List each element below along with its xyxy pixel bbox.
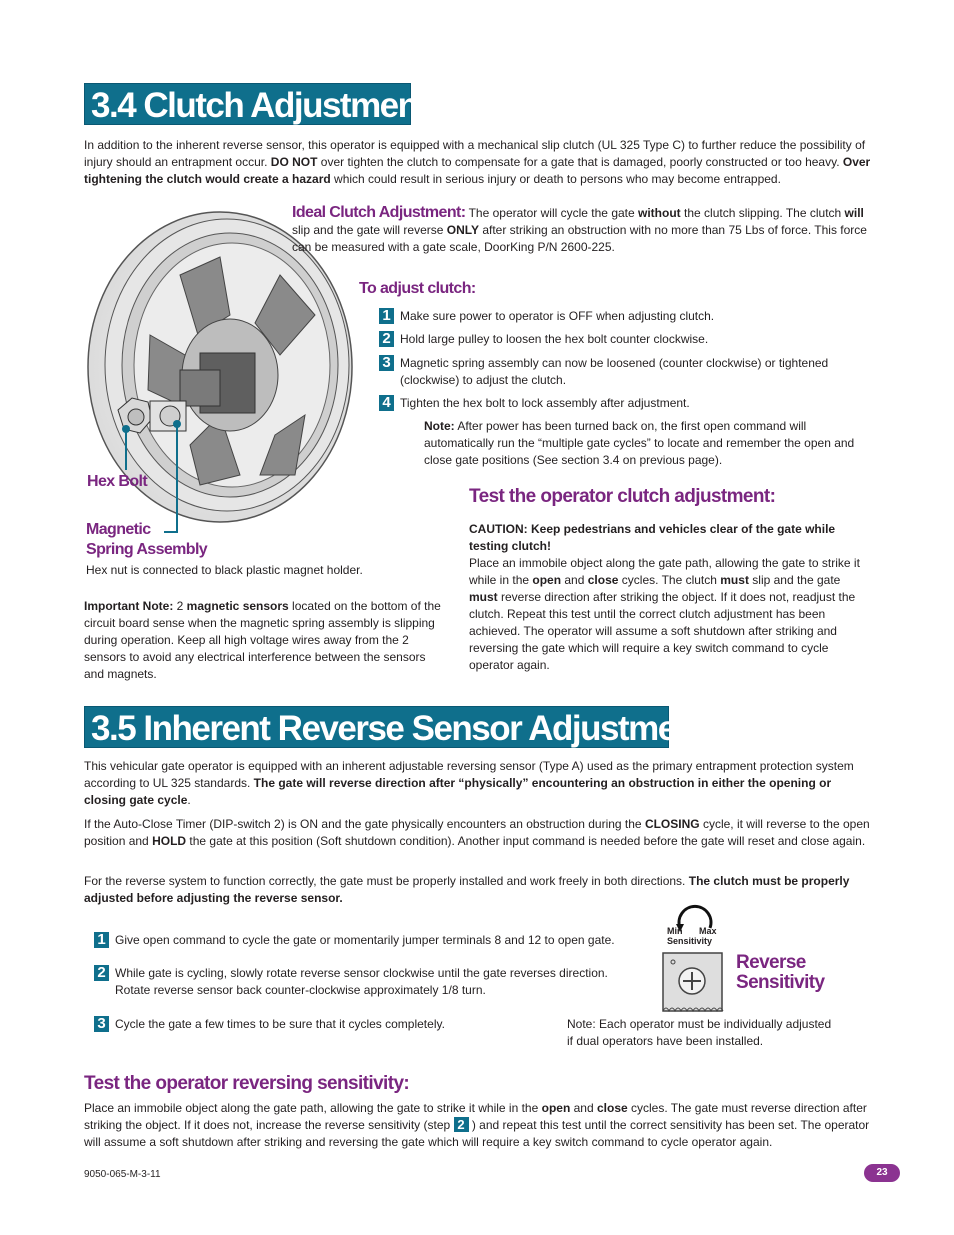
dial-sensitivity-label: Sensitivity	[667, 936, 713, 946]
reverse-sensitivity-label	[736, 953, 824, 993]
section-3-5-title: 3.5 Inherent Reverse Sensor Adjustment	[84, 706, 669, 748]
hex-bolt-callout-line	[125, 430, 127, 470]
adjust-clutch-heading: To adjust clutch:	[359, 280, 476, 297]
caution-text: CAUTION: Keep pedestrians and vehicles clear of the gate while testing clutch!	[469, 522, 836, 553]
magnetic-spring-label	[86, 520, 207, 560]
ideal-text-1: The operator will cycle the gate	[465, 206, 639, 220]
note-text: After power has been turned back on, the first open command will automatically run the “multiple gate cycles” to locate and remember the open and close gate positions (See section 3.4 on previous page).	[424, 419, 855, 467]
intro-do-not: DO NOT	[270, 155, 318, 169]
dial-arc-icon	[660, 900, 730, 1020]
test-close: close	[587, 573, 619, 587]
step-text: Tighten the hex bolt to lock assembly after adjustment.	[400, 396, 690, 410]
p3-text-1: For the reverse system to function correctly, the gate must be properly installed and work freely in both directions.	[84, 874, 689, 888]
intro-text-3: which could result in serious injury or death to persons who may become entrapped.	[330, 172, 781, 186]
test-text-2: cycles. The clutch	[618, 573, 721, 587]
test-open: open	[532, 573, 562, 587]
ideal-will: will	[844, 206, 864, 220]
p1-text-1: This vehicular gate operator is equipped with an inherent adjustable reversing sensor (Type A) used as the primary entrapment protection system according to UL 325 standards.	[84, 759, 854, 790]
power-note	[424, 418, 856, 469]
reverse-intro-paragraph	[84, 758, 874, 809]
p2-text-1: If the Auto-Close Timer (DIP-switch 2) is ON and the gate physically encounters an obstruction during the	[84, 817, 645, 831]
ideal-text-4: after striking an obstruction with no more than 75 Lbs of force. This force can be measured with a gate scale, DoorKing P/N 2600-225.	[292, 223, 867, 254]
p2-closing: CLOSING	[644, 817, 700, 831]
step-number: 4	[379, 395, 394, 411]
important-label: Important Note:	[84, 599, 174, 613]
dial-max-label: Max	[699, 926, 717, 936]
ideal-heading: Ideal Clutch Adjustment:	[292, 204, 466, 221]
step-number: 1	[379, 308, 394, 324]
step-text: Magnetic spring assembly can now be loosened (counter clockwise) or tightened (clockwise) to adjust the clutch.	[400, 356, 829, 387]
rev-text-2: cycles. The gate must reverse direction after striking the object. If it does not, increase the reverse sensitivity (step	[84, 1101, 867, 1132]
test-and: and	[561, 573, 588, 587]
reverse-step-2	[94, 965, 654, 999]
test-text-1: Place an immobile object along the gate path, allowing the gate to strike it while in the	[469, 556, 860, 587]
rev-text-3: ) and repeat this test until the correct sensitivity has been set. The operator will assume a soft shutdown after striking and reversing the gate which will require a key switch command to cycle operator again.	[84, 1118, 870, 1149]
reverse-system-paragraph	[84, 873, 874, 907]
auto-close-paragraph	[84, 816, 874, 850]
ideal-only: ONLY	[446, 223, 479, 237]
ideal-clutch-paragraph	[292, 204, 877, 256]
important-text-1: 2	[173, 599, 187, 613]
section-3-4-title: 3.4 Clutch Adjustment	[84, 83, 411, 125]
rev-open: open	[541, 1101, 571, 1115]
hex-bolt-label: Hex Bolt	[87, 473, 148, 490]
test-text-3: slip and the gate	[748, 573, 841, 587]
ideal-without: without	[638, 206, 681, 220]
step-number: 3	[379, 355, 394, 371]
intro-text-1: In addition to the inherent reverse sensor, this operator is equipped with a mechanical slip clutch (UL 325 Type C) to further reduce the possibility of injury should an entrapment occur.	[84, 138, 866, 169]
doc-number: 9050-065-M-3-11	[84, 1169, 161, 1180]
rev-text-1: Place an immobile object along the gate path, allowing the gate to strike it while in the	[84, 1101, 542, 1115]
p3-bold: The clutch must be properly adjusted before adjusting the reverse sensor.	[84, 874, 850, 905]
step-number: 2	[379, 331, 394, 347]
reverse-label-line-2: Sensitivity	[736, 972, 825, 993]
test-must-1: must	[720, 573, 749, 587]
intro-text-2: over tighten the clutch to compensate for a gate that is damaged, poorly constructed or too heavy.	[317, 155, 843, 169]
intro-hazard: Over tightening the clutch would create a hazard	[84, 155, 871, 186]
page-number-badge: 23	[864, 1164, 900, 1182]
reverse-label-line-1: Reverse	[736, 952, 806, 973]
hex-nut-caption: Hex nut is connected to black plastic magnet holder.	[86, 563, 363, 577]
important-sensors: magnetic sensors	[186, 599, 289, 613]
step-text: While gate is cycling, slowly rotate reverse sensor clockwise until the gate reverses direction. Rotate reverse sensor back counter-clockwise approximately 1/8 turn.	[115, 966, 608, 997]
p1-end: .	[187, 793, 191, 807]
test-reversing-paragraph	[84, 1100, 874, 1151]
adjust-step-3	[379, 355, 859, 389]
step-number: 1	[94, 932, 109, 948]
step-text: Give open command to cycle the gate or momentarily jumper terminals 8 and 12 to open gate.	[115, 933, 615, 947]
step-number: 2	[94, 965, 109, 981]
test-clutch-heading: Test the operator clutch adjustment:	[469, 486, 776, 507]
magnetic-callout-line	[164, 425, 178, 533]
step-text: Hold large pulley to loosen the hex bolt counter clockwise.	[400, 332, 709, 346]
dial-min-label: Min	[667, 926, 683, 936]
step-text: Make sure power to operator is OFF when adjusting clutch.	[400, 309, 715, 323]
test-text-4: reverse direction after striking the object. If it does not, readjust the clutch. Repeat this test until the correct clutch adjustment has been achieved. The operator will assume a soft shutdown after striking and reversing the gate which will require a key switch command to cycle operator again.	[469, 590, 856, 672]
p2-text-2: cycle, it will reverse to the open position and	[84, 817, 870, 848]
p2-hold: HOLD	[152, 834, 187, 848]
magnetic-label-line-1: Magnetic	[86, 521, 151, 538]
step-number: 3	[94, 1016, 109, 1032]
p2-text-3: the gate at this position (Soft shutdown condition). Another input command is needed before the gate will reset and close again.	[186, 834, 866, 848]
important-note	[84, 598, 442, 683]
dual-operator-note: Note: Each operator must be individually adjusted if dual operators have been installed.	[567, 1017, 832, 1048]
test-clutch-paragraph	[469, 555, 869, 674]
p1-bold: The gate will reverse direction after “physically” encountering an obstruction in either the opening or closing gate cycle	[84, 776, 832, 807]
sensitivity-dial-graphic	[660, 900, 730, 1020]
important-text-2: located on the bottom of the circuit board sense when the magnetic spring assembly is slipping during operation. Keep all high voltage wires away from the 2 sensors to avoid any electrical interference between the sensors and magnets.	[84, 599, 441, 681]
step-text: Cycle the gate a few times to be sure that it cycles completely.	[115, 1017, 445, 1031]
rev-and: and	[570, 1101, 597, 1115]
test-must-2: must	[469, 590, 498, 604]
magnetic-label-line-2: Spring Assembly	[86, 541, 208, 558]
clutch-intro-paragraph	[84, 137, 874, 188]
rev-close: close	[596, 1101, 628, 1115]
ideal-text-3: slip and the gate will reverse	[292, 223, 447, 237]
test-reversing-heading: Test the operator reversing sensitivity:	[84, 1073, 410, 1094]
note-label: Note:	[424, 419, 455, 433]
rev-step-ref: 2	[454, 1117, 469, 1132]
ideal-text-2: the clutch slipping. The clutch	[680, 206, 845, 220]
